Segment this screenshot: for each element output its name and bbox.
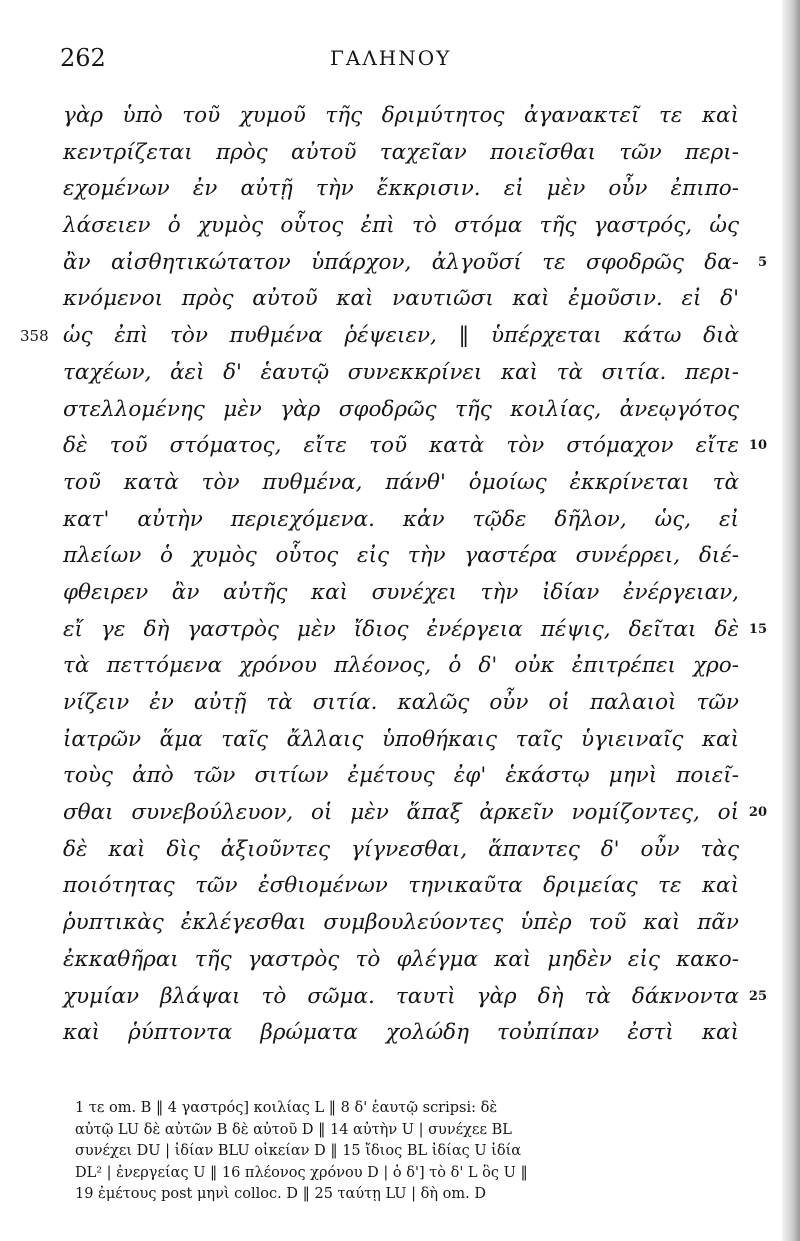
text-line-content: νίζειν ἐν αὐτῇ τὰ σιτία. καλῶς οὖν οἱ παλαιοὶ τῶν [63,690,739,715]
line-number: 25 [748,988,767,1004]
text-line-content: στελλομένης μὲν γὰρ σφοδρῶς τῆς κοιλίας, ἀνεῳγότος [63,396,739,422]
text-line [63,942,739,979]
text-line [63,355,739,392]
text-line-content: καὶ ῥύπτοντα βρώματα χολώδη τοὐπίπαν ἐστὶ καὶ [63,1020,739,1046]
text-line [63,428,767,465]
text-line [63,905,739,942]
text-line-content: εχομένων ἐν αὐτῇ τὴν ἔκκρισιν. εἰ μὲν οὖν ἐπιπο- [63,176,739,202]
text-line-content: κατ' αὐτὴν περιεχόμενα. κἀν τῷδε δῆλον, ὡς, εἰ [63,506,739,532]
text-line [63,98,739,135]
line-number: 10 [748,438,767,454]
text-line [63,648,739,685]
apparatus-line: 1 τε om. B ‖ 4 γαστρός] κοιλίας L ‖ 8 δ' ἑαυτῷ scripsi: δὲ [75,1100,498,1116]
text-line [63,281,739,318]
text-line-content: φθειρεν ἂν αὐτῆς καὶ συνέχει τὴν ἰδίαν ἐνέργειαν, [63,579,739,605]
page-number: 262 [60,44,106,72]
text-line-content: ταχέων, ἀεὶ δ' ἑαυτῷ συνεκκρίνει καὶ τὰ σιτία. περι- [63,359,739,385]
text-line-content: γὰρ ὑπὸ τοῦ χυμοῦ τῆς δριμύτητος ἀγανακτεῖ τε καὶ [63,103,739,128]
text-line [63,208,739,245]
text-line [63,758,739,795]
text-line-content: ποιότητας τῶν ἐσθιομένων τηνικαῦτα δριμείας τε καὶ [63,873,739,899]
line-number: 15 [748,621,767,637]
text-line [20,318,739,355]
text-line [63,171,739,208]
text-line-content: εἴ γε δὴ γαστρὸς μὲν ἴδιος ἐνέργεια πέψις, δεῖται δὲ [63,616,739,642]
text-line [63,245,767,282]
text-line-content: κεντρίζεται πρὸς αὐτοῦ ταχεῖαν ποιεῖσθαι τῶν περι- [63,139,739,165]
page-gutter-shadow [782,0,800,1241]
line-number: 20 [748,805,767,821]
text-line-content: δὲ καὶ δὶς ἀξιοῦντες γίγνεσθαι, ἅπαντες δ' οὖν τὰς [63,836,739,862]
text-line [63,1015,739,1052]
text-line [63,795,767,832]
text-line [63,868,739,905]
text-line [63,538,739,575]
apparatus-line: συνέχει DU | ἰδίαν BLU οἰκείαν D ‖ 15 ἴδιος BL ἰδίας U ἰδία [75,1143,522,1159]
text-line [63,135,739,172]
text-line [63,392,739,429]
text-line-content: κνόμενοι πρὸς αὐτοῦ καὶ ναυτιῶσι καὶ ἐμοῦσιν. εἰ δ' [63,286,739,312]
text-line-content: ἐκκαθῆραι τῆς γαστρὸς τὸ φλέγμα καὶ μηδὲν εἰς κακο- [63,946,739,972]
text-line [63,612,767,649]
critical-apparatus [75,1098,737,1206]
text-line-content: σθαι συνεβούλευον, οἱ μὲν ἅπαξ ἀρκεῖν νομίζοντες, οἱ [63,800,739,826]
text-line [63,502,739,539]
text-line-content: ἰατρῶν ἅμα ταῖς ἄλλαις ὑποθήκαις ταῖς ὑγιειναῖς καὶ [63,726,739,752]
text-line-content: ῥυπτικὰς ἐκλέγεσθαι συμβουλεύοντες ὑπὲρ τοῦ καὶ πᾶν [63,910,739,936]
text-line-content: δὲ τοῦ στόματος, εἴτε τοῦ κατὰ τὸν στόμαχον εἴτε [63,433,739,459]
text-line-content: πλείων ὁ χυμὸς οὗτος εἰς τὴν γαστέρα συνέρρει, διέ- [63,543,739,569]
apparatus-line: 19 ἐμέτους post μηνὶ colloc. D ‖ 25 ταύτῃ LU | δὴ om. D [75,1186,486,1202]
text-line [63,575,739,612]
page-header [60,44,738,84]
text-line [63,722,739,759]
text-line-content: χυμίαν βλάψαι τὸ σῶμα. ταυτὶ γὰρ δὴ τὰ δάκνοντα [63,983,739,1009]
text-line-content: τὰ πεττόμενα χρόνου πλέονος, ὁ δ' οὐκ ἐπιτρέπει χρο- [63,653,739,679]
running-title: ΓΑΛΗΝΟΥ [330,46,452,70]
text-line-content: λάσειεν ὁ χυμὸς οὗτος ἐπὶ τὸ στόμα τῆς γαστρός, ὡς [63,213,739,239]
text-line [63,465,739,502]
main-text [20,98,767,1052]
text-line-content: ὡς ἐπὶ τὸν πυθμένα ῥέψειεν, ‖ ὑπέρχεται κάτω διὰ [63,323,739,349]
edition-page-number: 358 [20,327,49,346]
apparatus-line: DL² | ἐνεργείας U ‖ 16 πλέονος χρόνου D | ὁ δ'] τὸ δ' L ὃς U ‖ [75,1164,528,1181]
text-line-content: τοῦ κατὰ τὸν πυθμένα, πάνθ' ὁμοίως ἐκκρίνεται τὰ [63,469,739,495]
apparatus-line: αὐτῷ LU δὲ αὐτῶν B δὲ αὐτοῦ D ‖ 14 αὐτὴν U | συνέχεε BL [75,1121,512,1138]
text-line-content: τοὺς ἀπὸ τῶν σιτίων ἐμέτους ἐφ' ἑκάστῳ μηνὶ ποιεῖ- [63,763,739,789]
text-line-content: ἂν αἰσθητικώτατον ὑπάρχον, ἀλγοῦσί τε σφοδρῶς δα- [63,249,739,275]
text-line [63,832,739,869]
text-line [63,685,739,722]
text-line [63,979,767,1016]
line-number: 5 [757,254,767,270]
